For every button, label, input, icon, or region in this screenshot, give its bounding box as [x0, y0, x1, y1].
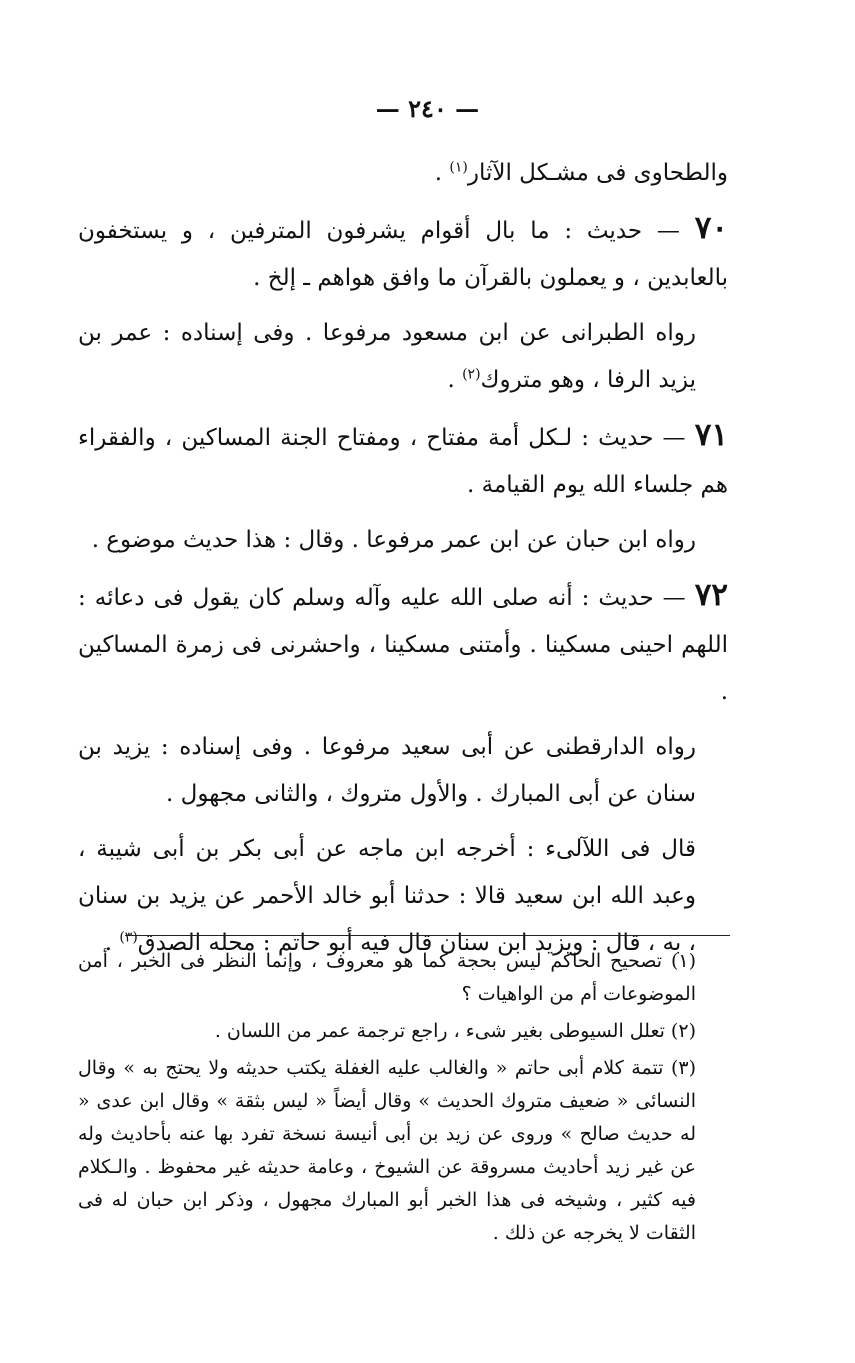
footnote-ref: (١): [449, 159, 468, 176]
hadith-number: ٧٢: [694, 577, 729, 613]
hadith-label: — حديث :: [581, 585, 686, 611]
hadith-text: لـكل أمة مفتاح ، ومفتاح الجنة المساكين ، والفقراء هم جلساء الله يوم القيامة .: [78, 425, 728, 498]
hadith-number: ٧٠: [694, 210, 728, 246]
commentary-71: رواه ابن حبان عن ابن عمر مرفوعا . وقال : هذا حديث موضوع .: [91, 527, 696, 553]
hadith-number: ٧١: [694, 417, 728, 453]
footnote-separator: [125, 935, 730, 936]
commentary-72: رواه الدارقطنى عن أبى سعيد مرفوعا . وفى إسناده : يزيد بن سنان عن أبى المبارك . والأول متروك ، والثانى مجهول .: [78, 734, 696, 807]
hadith-text: ما بال أقوام يشرفون المترفين ، و يستخفون بالعابدين ، و يعملون بالقرآن ما وافق هواهم ـ إلخ .: [78, 218, 728, 291]
commentary-72-laali: قال فى اللآلىء : أخرجه ابن ماجه عن أبى بكر بن أبى شيبة ، وعبد الله ابن سعيد قالا : حدثنا أبو خالد الأحمر عن يزيد بن سنان ، به ، قال : ويزيد ابن سنان قال فيه أبو حاتم : محله الصدق$^{(٣)}$ .: [78, 836, 696, 956]
page-number: — ٢٤٠ —: [375, 94, 480, 123]
hadith-71: [78, 412, 728, 509]
footnotes: [78, 945, 728, 1250]
paragraph-continuation: والطحاوى فى مشـكل الآثار$^{(١)}$ .: [434, 159, 728, 186]
footnote-3: (٣) تتمة كلام أبى حاتم « والغالب عليه الغفلة يكتب حديثه ولا يحتج به » وقال النسائى « ضعيف متروك الحديث » وقال أيضاً « ليس بثقة » وقال ابن عدى « له حديث صالح » وروى عن زيد بن أبى أنيسة نسخة تفرد بها عنه بأحاديث وله عن غير زيد أحاديث مسروقة عن الشيوخ ، وعامة حديثه غير محفوظ . والـكلام فيه كثير ، وشيخه فى هذا الخبر أبو المبارك مجهول ، وذكر ابن حبان له فى الثقات لا يخرجه عن ذلك .: [78, 1057, 696, 1244]
commentary-70: رواه الطبرانى عن ابن مسعود مرفوعا . وفى إسناده : عمر بن يزيد الرفا ، وهو متروك$^{(٢)}$ .: [78, 320, 696, 393]
footnote-ref: (٣): [119, 929, 138, 946]
hadith-text: أنه صلى الله عليه وآله وسلم كان يقول فى دعائه : اللهم احينى مسكينا . وأمتنى مسكينا ، واحشرنى فى زمرة المساكين .: [78, 585, 728, 705]
main-text: [78, 150, 728, 967]
footnote-2: (٢) تعلل السيوطى بغير شىء ، راجع ترجمة عمر من اللسان .: [214, 1020, 696, 1042]
hadith-70: [78, 205, 728, 302]
hadith-label: — حديث :: [581, 425, 686, 451]
hadith-72: [78, 572, 728, 716]
footnote-ref: (٢): [462, 366, 481, 383]
footnote-1: (١) تصحيح الحاكم ليس بحجة كما هو معروف ، وإنما النظر فى الخبر ، أمن الموضوعات أم من الواهيات ؟: [78, 950, 696, 1005]
hadith-label: — حديث :: [564, 218, 680, 244]
